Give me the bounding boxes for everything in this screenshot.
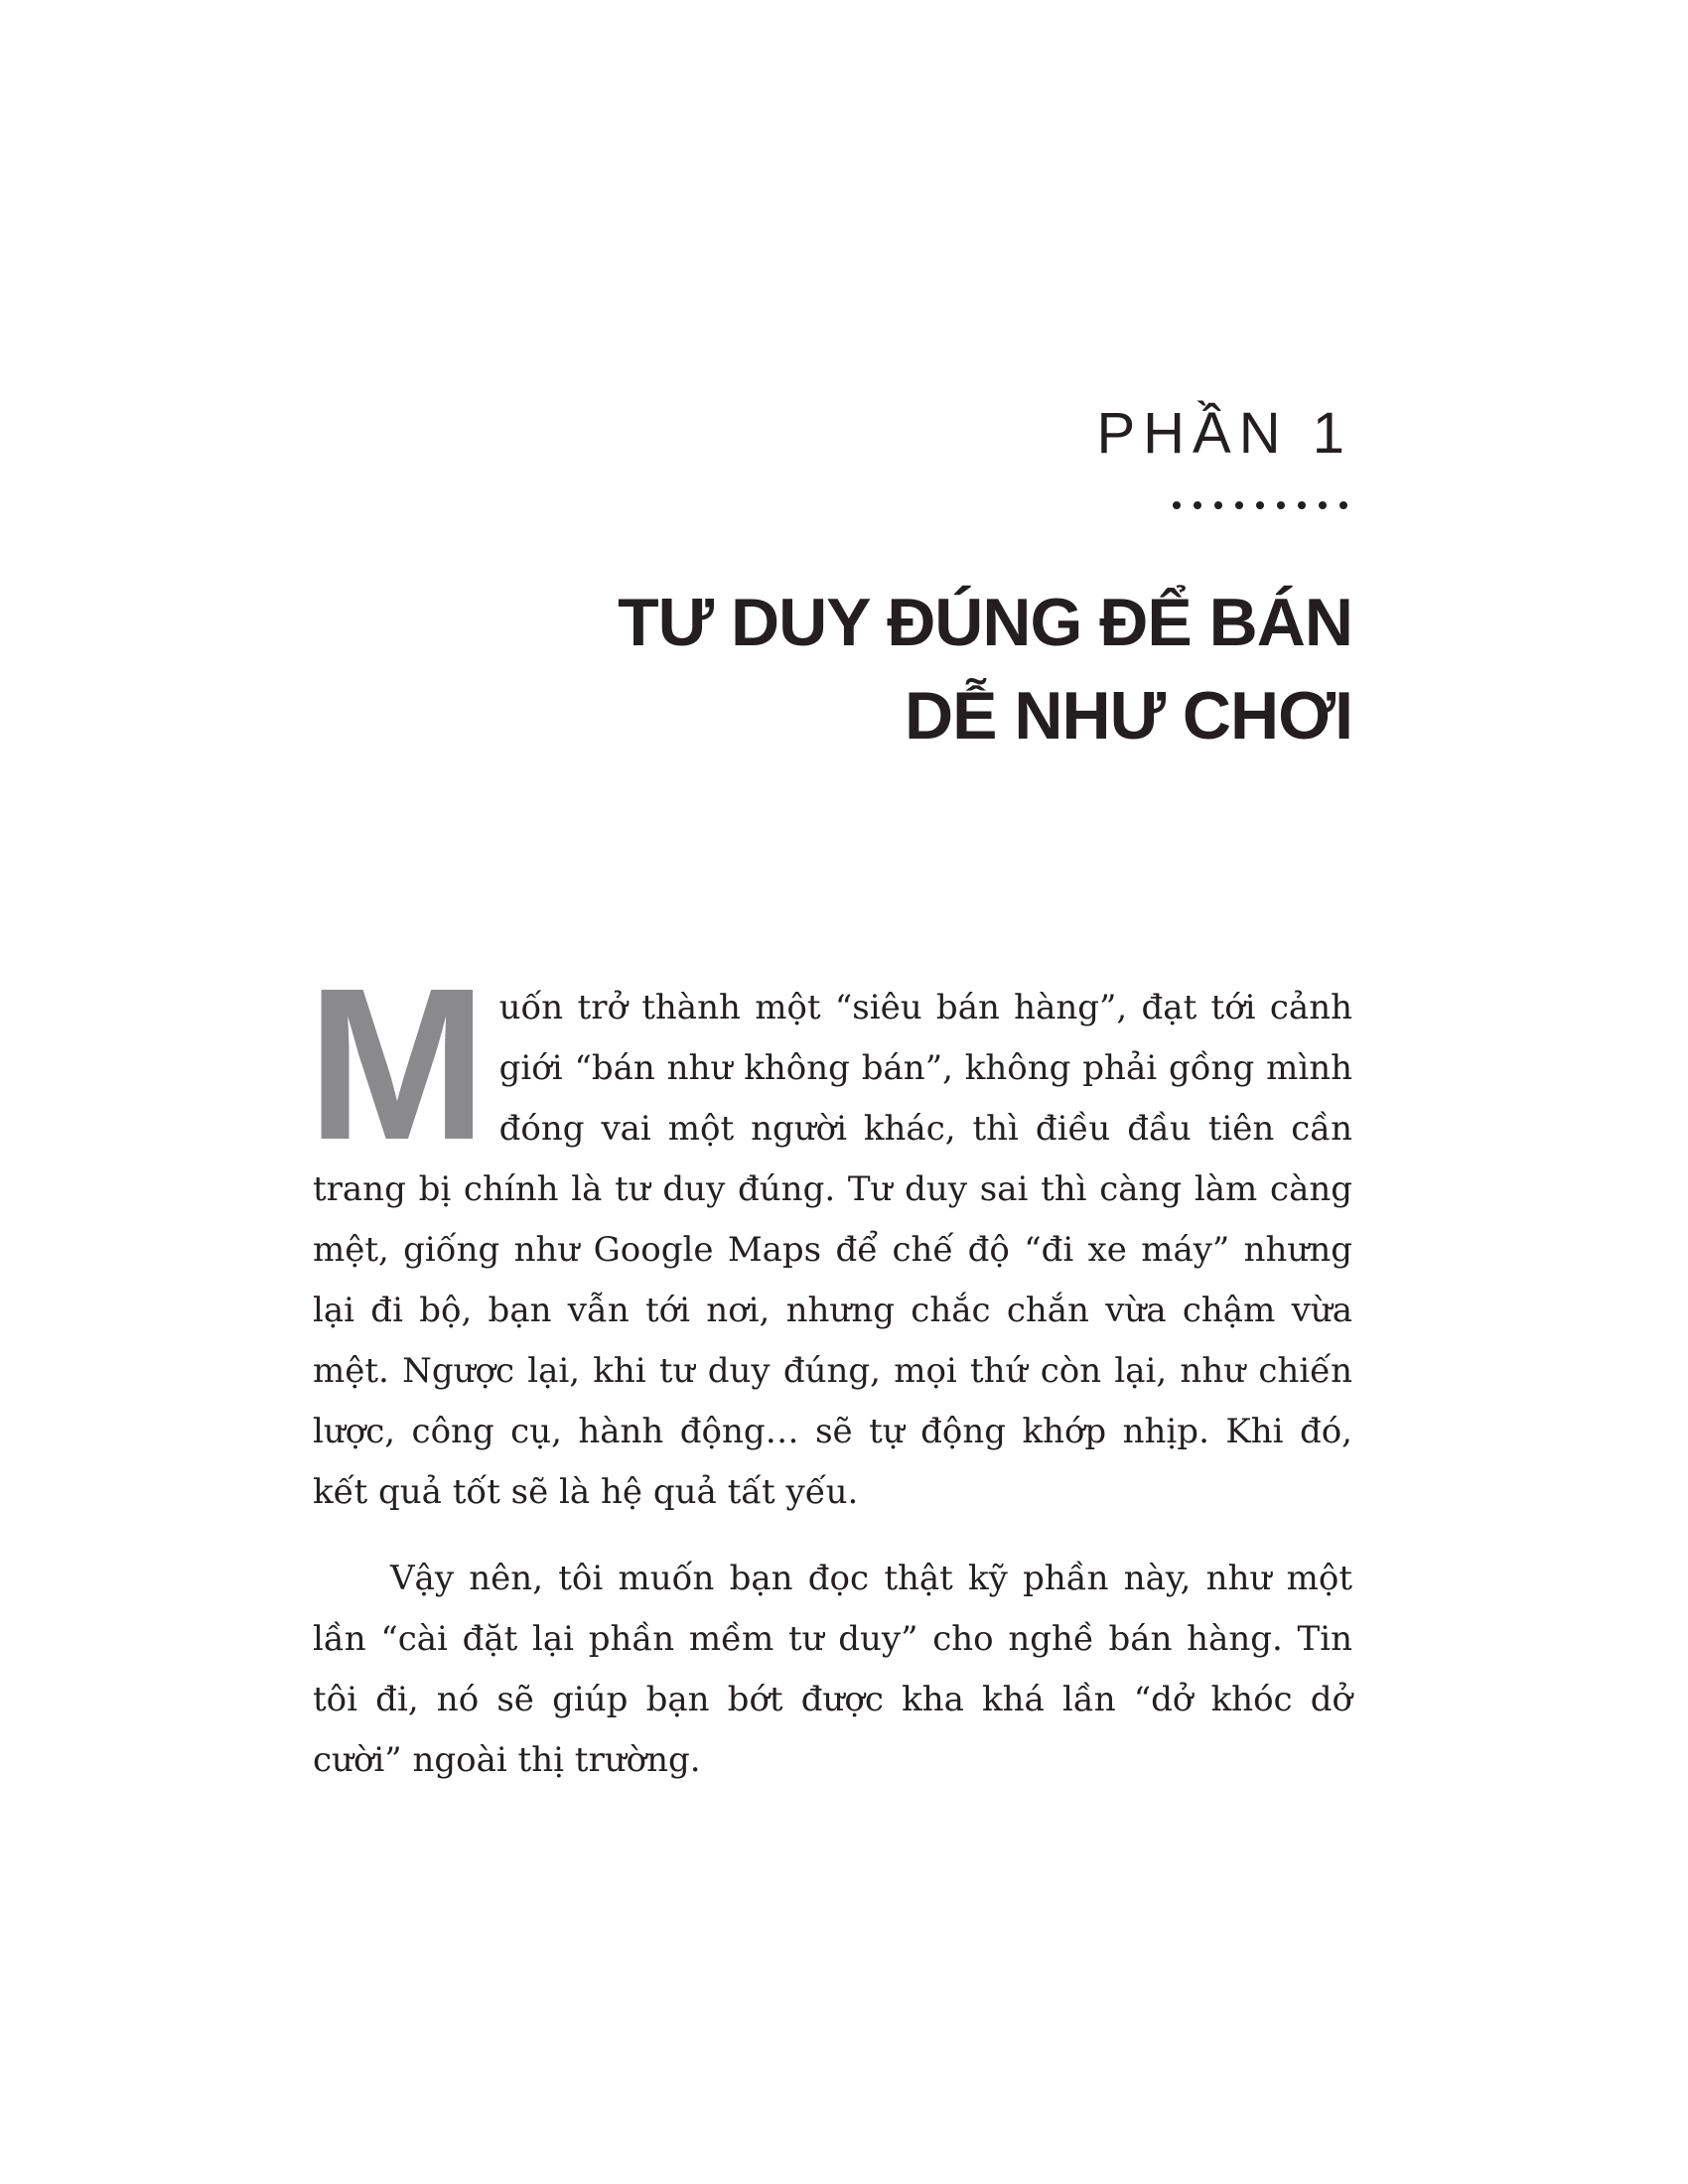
- paragraph-1: [307, 944, 1352, 1523]
- divider-dot: [1256, 501, 1264, 509]
- divider-dot: [1339, 501, 1347, 509]
- divider-dot: [1277, 501, 1285, 509]
- divider-dot: [1214, 501, 1222, 509]
- divider-dot: [1319, 501, 1327, 509]
- drop-cap: M: [307, 944, 488, 1185]
- divider-dot: [1235, 501, 1243, 509]
- chapter-title-line-1: TƯ DUY ĐÚNG ĐỂ BÁN: [618, 585, 1352, 660]
- divider-dot: [1194, 501, 1201, 509]
- part-label: PHẦN 1: [1096, 401, 1352, 466]
- dotted-divider: [1173, 501, 1347, 509]
- paragraph-2: Vậy nên, tôi muốn bạn đọc thật kỹ phần này, như một lần “cài đặt lại phần mềm tư duy” cho nghề bán hàng. Tin tôi đi, nó sẽ giúp bạn bớt được kha khá lần “dở khóc dở cười” ngoài thị trường.: [313, 1559, 1352, 1780]
- chapter-title-line-2: DỄ NHƯ CHƠI: [905, 678, 1352, 753]
- paragraph-1-text: uốn trở thành một “siêu bán hàng”, đạt tới cảnh giới “bán như không bán”, không phải gồng mình đóng vai một người khác, thì điều đầu tiên cần trang bị chính là tư duy đúng. Tư duy sai thì càng làm càng mệt, giống như Google Maps để chế độ “đi xe máy” nhưng lại đi bộ, bạn vẫn tới nơi, nhưng chắc chắn vừa chậm vừa mệt. Ngược lại, khi tư duy đúng, mọi thứ còn lại, như chiến lược, công cụ, hành động… sẽ tự động khớp nhịp. Khi đó, kết quả tốt sẽ là hệ quả tất yếu.: [313, 988, 1352, 1512]
- divider-dot: [1173, 501, 1181, 509]
- divider-dot: [1298, 501, 1306, 509]
- chapter-title: [618, 576, 1352, 762]
- body-text: [307, 944, 1352, 1791]
